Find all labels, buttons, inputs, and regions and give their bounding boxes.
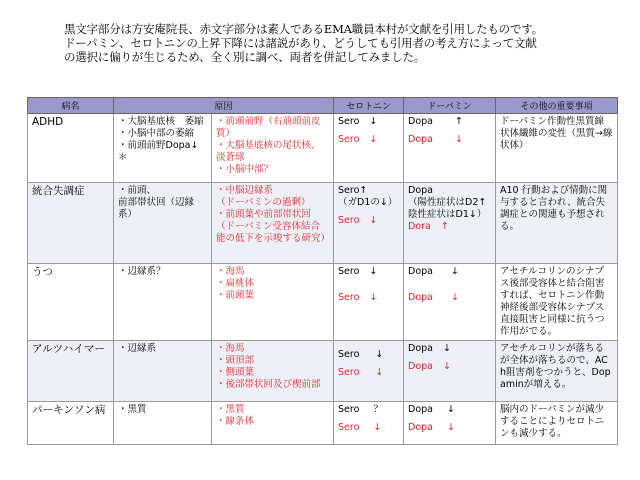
sero-red: Sero — [338, 422, 360, 433]
dopa-red: Dora — [408, 221, 431, 232]
cause-black: ・大脳基底核 萎縮 ・小脳中部の萎縮 ・前頭前野Dopa↓ ＊ — [114, 114, 212, 183]
sero-red: Sero — [338, 134, 360, 145]
cause-red: ・海馬 ・頭頂部 ・側頭葉 ・後部帯状回及び楔前部 — [212, 341, 334, 402]
sero-red-arrow: ↓ — [369, 292, 378, 303]
cause-black: ・前頭、 前部帯状回（辺縁系） — [114, 183, 212, 264]
dopa-black-arrow: ↓ — [451, 266, 459, 277]
table-header-row — [28, 98, 618, 114]
dopa-black-arrow: ↑ — [455, 116, 463, 127]
cause-black: ・辺縁系？ — [114, 264, 212, 341]
serotonin-cell — [334, 114, 404, 183]
header-dopamine: ドーパミン — [404, 98, 496, 114]
cause-red: ・黒質 ・線条体 — [212, 402, 334, 445]
intro-line-1: 黒文字部分は方安庵院長、赤文字部分は素人であるEMA職員本村が文献を引用したものです。 — [64, 22, 543, 36]
dopa-red: Dopa — [408, 292, 433, 303]
header-other: その他の重要事項 — [496, 98, 618, 114]
table-row — [28, 183, 618, 264]
dopa-black-arrow: ↓ — [447, 404, 455, 415]
sero-red-arrow: ↓ — [369, 215, 378, 226]
dopa-black: Dopa （陽性症状はD2↑ 陰性症状はD1↓） — [408, 185, 487, 220]
disease-name: ADHD — [28, 114, 114, 183]
other-notes: A10 行動および情動に関与すると言われ、統合失調症との関連も予想される。 — [496, 183, 618, 264]
sero-red-arrow: ↓ — [373, 422, 382, 433]
dopamine-cell — [404, 114, 496, 183]
cause-black: ・辺縁系 — [114, 341, 212, 402]
dopamine-cell — [404, 183, 496, 264]
sero-black-arrow: ↓ — [369, 116, 378, 127]
sero-red-arrow: ↓ — [369, 134, 378, 145]
sero-red-arrow: ↓ — [375, 367, 384, 378]
dopamine-cell — [404, 341, 496, 402]
dopa-red-arrow: ↑ — [440, 221, 449, 232]
comparison-table — [27, 97, 618, 445]
sero-black: Sero — [338, 116, 360, 127]
dopa-red: Dopa — [408, 134, 433, 145]
serotonin-cell — [334, 341, 404, 402]
sero-black: Sero — [338, 266, 360, 277]
dopa-red-arrow: ↓ — [443, 361, 451, 372]
other-notes: アセチルコリンのシナプス後部受容体と結合阻害すれば、セロトニン作動神経後部受容体シナプス直接阻害と同様に抗うつ作用がでる。 — [496, 264, 618, 341]
intro-text — [64, 22, 624, 64]
disease-name: うつ — [28, 264, 114, 341]
intro-line-3: の選択に偏りが生じるため、全く別に調べ、両者を併記してみました。 — [64, 50, 426, 64]
dopa-black: Dopa — [408, 116, 433, 127]
disease-name: アルツハイマー — [28, 341, 114, 402]
dopa-black-arrow: ↓ — [443, 343, 451, 354]
dopa-black: Dopa — [408, 266, 433, 277]
dopa-red-arrow: ↓ — [447, 422, 455, 433]
cause-black: ・黒質 — [114, 402, 212, 445]
dopamine-cell — [404, 402, 496, 445]
cause-red: ・海馬 ・扁桃体 ・前頭葉 — [212, 264, 334, 341]
header-serotonin: セロトニン — [334, 98, 404, 114]
sero-red: Sero — [338, 292, 360, 303]
sero-black: Sero — [338, 404, 360, 415]
other-notes: ドーパミン作動性黒質線状体繊維の変性（黒質→線状体） — [496, 114, 618, 183]
sero-black-arrow: ↓ — [375, 349, 384, 360]
serotonin-cell — [334, 183, 404, 264]
sero-red: Sero — [338, 367, 360, 378]
table-row — [28, 402, 618, 445]
dopa-black: Dopa — [408, 343, 433, 354]
table-row — [28, 341, 618, 402]
table-row — [28, 114, 618, 183]
sero-black-arrow: ↓ — [369, 266, 378, 277]
serotonin-cell — [334, 402, 404, 445]
sero-black: Sero↑ （ガD1の↓） — [338, 185, 398, 208]
header-cause: 原因 — [114, 98, 334, 114]
intro-line-2: ドーパミン、セロトニンの上昇下降には諸説があり、どうしても引用者の考え方によって文献 — [64, 36, 537, 50]
dopa-black: Dopa — [408, 404, 433, 415]
disease-name: 統合失調症 — [28, 183, 114, 264]
dopa-red-arrow: ↓ — [455, 134, 463, 145]
dopamine-cell — [404, 264, 496, 341]
dopa-red: Dopa — [408, 361, 433, 372]
sero-black: Sero — [338, 349, 360, 360]
sero-red: Sero — [338, 215, 360, 226]
sero-black-arrow: ？ — [373, 404, 383, 415]
disease-name: パーキンソン病 — [28, 402, 114, 445]
other-notes: 脳内のドーパミンが減少することによりセロトニンも減少する。 — [496, 402, 618, 445]
header-disease: 病名 — [28, 98, 114, 114]
table-row — [28, 264, 618, 341]
dopa-red-arrow: ↓ — [451, 292, 459, 303]
cause-red: ・中脳辺縁系 （ドーパミンの過剰） ・前頭葉や前部帯状回（ドーパミン受容体結合能の低下を示唆する研究） — [212, 183, 334, 264]
cause-red: ・前頭前野（右前頭前皮質） ・大脳基底核の尾状核、淡蒼球 ・小脳中部？ — [212, 114, 334, 183]
other-notes: アセチルコリンが落ちるが全体が落ちるので、ACh阻害剤をつかうと、Dopaminが増える。 — [496, 341, 618, 402]
dopa-red: Dopa — [408, 422, 433, 433]
serotonin-cell — [334, 264, 404, 341]
